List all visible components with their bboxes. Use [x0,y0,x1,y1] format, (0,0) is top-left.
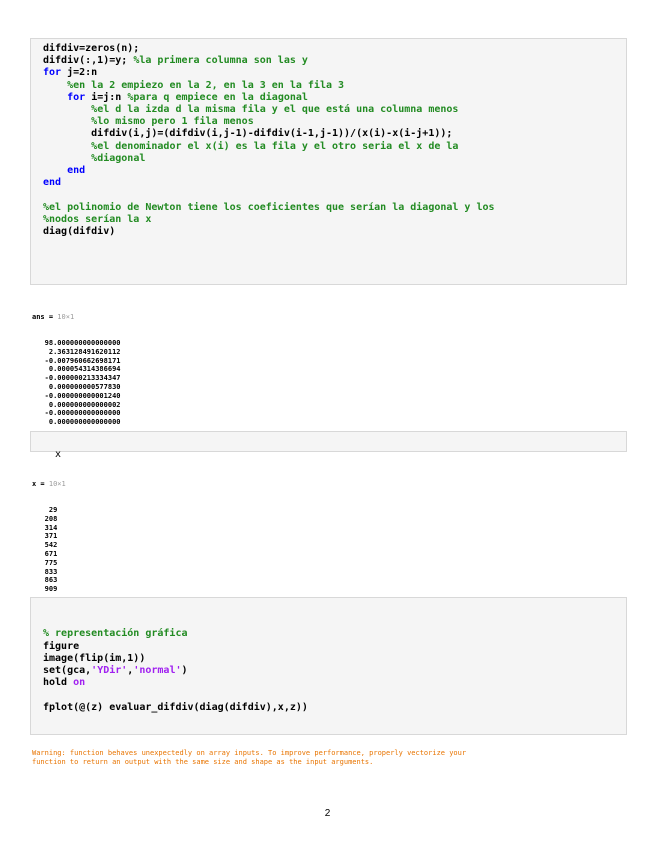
code-line [43,189,626,201]
code-line [43,641,626,653]
comment-token: %diagonal [91,152,146,164]
code-token: j=2:n [67,67,98,79]
output-value: 833 [32,567,58,576]
code-token [43,104,91,115]
code-token [43,165,67,176]
code-token: difdiv(i,j)=(difdiv(i,j-1)-difdiv(i-1,j-1))/(x(i)-x(i-j+1)); [43,128,453,140]
comment-token: %para q empiece en la diagonal [127,91,308,103]
code-token [43,141,91,152]
output-value: 0.000000000000000 [32,418,121,427]
code-token: hold [43,677,74,689]
output-value: 371 [32,532,58,541]
output-value: 29 [32,505,58,514]
comment-token: %lo mismo pero 1 fila menos [91,116,254,128]
code-token: , [127,664,134,676]
output-value: 0.000054314386694 [32,365,121,374]
code-line [43,92,626,104]
string-token: 'YDir' [91,664,128,676]
comment-token: % representación gráfica [43,628,188,640]
code-token [43,92,67,103]
code-token: difdiv(:,1)=y; [43,55,134,67]
code-token: image(flip(im,1)) [43,652,146,664]
code-line [43,604,626,616]
code-line [43,616,626,628]
output-x-size: 10×1 [48,479,66,488]
string-token: 'normal' [133,664,182,676]
output-value: 775 [32,558,58,567]
code-token: difdiv=zeros(n); [43,43,140,54]
code-line [43,55,626,67]
comment-token: %la primera columna son las y [133,55,308,67]
code-token: i=j:n [91,91,128,103]
code-token: fplot(@(z) evaluar_difdiv(diag(difdiv),x,z)) [43,701,308,713]
code-line [43,141,626,153]
output-value: 208 [32,514,58,523]
code-line [43,128,626,140]
code-line [43,702,626,714]
code-line [43,43,626,55]
output-x-values [32,506,66,594]
code-token [43,153,91,164]
code-line [43,165,626,177]
output-value: 542 [32,541,58,550]
comment-token: %el denominador el x(i) es la fila y el otro seria el x de la [91,140,459,152]
output-value: -0.000000000001240 [32,391,121,400]
output-value: -0.007960662698171 [32,356,121,365]
code-line [43,80,626,92]
code-line [43,214,626,226]
comment-token: %el d la izda d la misma fila y el que está una columna menos [91,104,459,116]
string-token: on [73,677,86,689]
comment-token: %en la 2 empiezo en la 2, en la 3 en la fila 3 [67,79,345,91]
code-token: diag(difdiv) [43,226,116,238]
output-ans-name: ans = [32,312,58,321]
keyword-token: for [67,91,92,103]
keyword-token: end [43,177,62,189]
warning-message [32,749,622,766]
keyword-token: for [43,67,68,79]
code-line [43,665,626,677]
code-line [43,67,626,79]
warning-line-2: function to return an output with the same size and shape as the input arguments. [32,757,374,766]
output-x-name: x = [32,479,49,488]
output-value: 863 [32,576,58,585]
warning-line-1: Warning: function behaves unexpectedly on array inputs. To improve performance, properly vectorize your [32,749,467,757]
output-value: 0.000000000000002 [32,400,121,409]
output-value: 0.000000000577830 [32,382,121,391]
code-line [43,202,626,214]
code-token: figure [43,640,80,652]
code-token: ) [181,664,188,676]
code-cell-x[interactable] [30,431,627,461]
code-line [43,226,626,238]
comment-token: %el polinomio de Newton tiene los coeficientes que serían la diagonal y los [43,201,495,213]
keyword-token: end [67,165,86,177]
output-value: 909 [32,585,58,594]
output-x [32,462,66,603]
output-value: 2.363128491620112 [32,347,121,356]
code-line [43,104,626,116]
code-line [43,653,626,665]
output-value: 671 [32,549,58,558]
code-token [43,116,91,127]
output-value: -0.000000000000000 [32,409,121,418]
code-line [43,177,626,189]
code-cell-divided-differences[interactable] [30,38,627,285]
output-value: -0.000000213334347 [32,374,121,383]
output-ans-values [32,339,121,427]
output-ans-size: 10×1 [57,312,75,321]
code-line [43,153,626,165]
code-line [43,628,626,640]
code-line [43,116,626,128]
output-ans [32,295,121,436]
output-value: 98.000000000000000 [32,338,121,347]
code-cell-plot[interactable] [30,597,627,735]
code-cell-x-text: x [55,449,62,461]
comment-token: %nodos serían la x [43,213,152,225]
code-line [43,677,626,689]
code-line [43,689,626,701]
page-number: 2 [324,808,331,819]
code-token [43,80,67,91]
code-token: set(gca, [43,664,92,676]
output-value: 314 [32,523,58,532]
